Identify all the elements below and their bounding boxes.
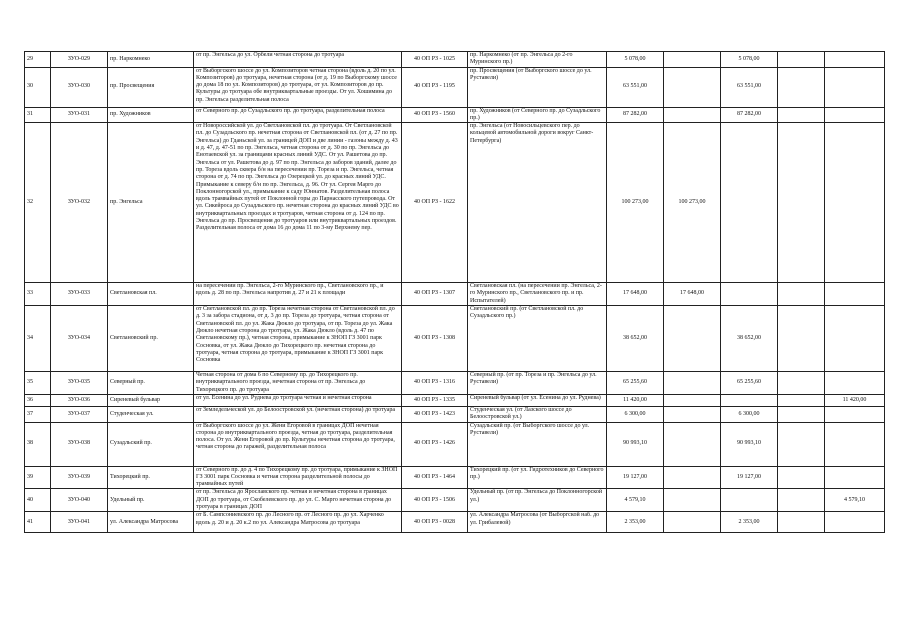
area-column-a: [664, 52, 721, 68]
street-name: Сиреневый бульвар: [108, 394, 194, 406]
area-column-a: [664, 489, 721, 512]
area-column-b: 5 078,00: [721, 52, 778, 68]
area-column-b: 6 300,00: [721, 406, 778, 422]
road-registry-number: 40 ОП РЗ - 1464: [402, 466, 468, 489]
row-number: 41: [25, 512, 51, 533]
total-area: 2 353,00: [607, 512, 664, 533]
road-segment-note: Светлановский пр. (от Светлановской пл. до Сузадльского пр.): [468, 306, 607, 372]
total-area: 63 551,00: [607, 67, 664, 107]
road-registry-number: 40 ОП РЗ - 1025: [402, 52, 468, 68]
area-column-a: [664, 394, 721, 406]
total-area: 90 993,10: [607, 422, 664, 466]
boundary-description: от Северного пр. до д. 4 по Тихорецкому пр. до тротуара, примыкание к ЗНОП ГЗ 3001 парк Сосновка и четная сторона разделительной полосы до трамвайных путей: [194, 466, 402, 489]
area-column-a: [664, 512, 721, 533]
area-column-c: [825, 283, 885, 306]
area-column-c: 4 579,10: [825, 489, 885, 512]
area-column-a: 100 273,00: [664, 123, 721, 283]
street-name: пр. Наркомнеко: [108, 52, 194, 68]
total-area: 65 255,60: [607, 372, 664, 395]
street-name: Студенческая ул.: [108, 406, 194, 422]
street-name: ул. Александра Матросова: [108, 512, 194, 533]
boundary-description: от Земледельческой ул. до Белоостровской ул. (нечетная сторона) до тротуара: [194, 406, 402, 422]
object-code: ЗУО-037: [51, 406, 108, 422]
boundary-description: от Выборгского шоссе до ул. Композиторов четная сторона (вдоль д. 20 по ул. Композиторов) до тротуара, нечетная сторона (от д. 19 по Выборгскому шоссе до дома 18 по ул. Композиторов) до тротуара, от ул. Композиторов до пр. Культуры до тротуара обе внутриквартальные проезды. От ул. Хошимина до пр. Энгельса разделительная полоса: [194, 67, 402, 107]
total-area: 6 300,00: [607, 406, 664, 422]
road-registry-number: 40 ОП РЗ - 1316: [402, 372, 468, 395]
road-segment-note: Сиреневый бульвар (от ул. Есенина до ул. Руднева): [468, 394, 607, 406]
row-number: 30: [25, 67, 51, 107]
total-area: 38 652,00: [607, 306, 664, 372]
boundary-description: от Северного пр. до Сузадльского пр. до тротуара, разделительная полоса: [194, 107, 402, 123]
object-code: ЗУО-034: [51, 306, 108, 372]
empty-cell: [778, 67, 825, 107]
area-column-b: [721, 283, 778, 306]
object-code: ЗУО-040: [51, 489, 108, 512]
boundary-description: на пересечении пр. Энгельса, 2-го Муринского пр., Светлановского пр., и вдоль д. 28 по пр. Энгельса напротив д. 27 и 21 к площади: [194, 283, 402, 306]
document-sheet: [24, 51, 884, 533]
road-segment-note: Студенческая ул. (от Лазского шоссе до Белоостровской ул.): [468, 406, 607, 422]
area-column-a: [664, 466, 721, 489]
area-column-b: 38 652,00: [721, 306, 778, 372]
area-column-b: 65 255,60: [721, 372, 778, 395]
table-row: [25, 372, 885, 395]
row-number: 37: [25, 406, 51, 422]
row-number: 34: [25, 306, 51, 372]
road-registry-number: 40 ОП РЗ - 1308: [402, 306, 468, 372]
road-registry-number: 40 ОП РЗ - 1307: [402, 283, 468, 306]
table-body: [25, 52, 885, 533]
area-column-c: [825, 123, 885, 283]
total-area: 11 420,00: [607, 394, 664, 406]
area-column-b: 87 282,00: [721, 107, 778, 123]
table-row: [25, 394, 885, 406]
road-registry-number: 40 ОП РЗ - 1426: [402, 422, 468, 466]
row-number: 31: [25, 107, 51, 123]
area-column-a: [664, 372, 721, 395]
empty-cell: [778, 52, 825, 68]
area-column-b: 2 353,00: [721, 512, 778, 533]
area-column-a: 17 648,00: [664, 283, 721, 306]
row-number: 36: [25, 394, 51, 406]
area-column-b: [721, 123, 778, 283]
empty-cell: [778, 512, 825, 533]
street-name: пр. Энгельса: [108, 123, 194, 283]
boundary-description: от Выборгского шоссе до ул. Жени Егоровой в границах ДОП нечетная сторона до внутриквартального проезда, четная до тротуара, разделительная полоса. От ул. Жени Егоровой до пр. Культуры нечетная сторона до тротуара, четная сторона до гаражей, разделительная полоса: [194, 422, 402, 466]
area-column-b: [721, 489, 778, 512]
area-column-c: [825, 422, 885, 466]
empty-cell: [778, 283, 825, 306]
row-number: 35: [25, 372, 51, 395]
table-row: [25, 306, 885, 372]
boundary-description: от Б. Сампсониевского пр. до Лесного пр. от Лесного пр. до ул. Харченко вдоль д. 20 и д. 20 к.2 по ул. Александра Матросова до тротуара: [194, 512, 402, 533]
empty-cell: [778, 422, 825, 466]
total-area: 17 648,00: [607, 283, 664, 306]
road-segment-note: пр. Просвещения (от Выборгского шоссе до ул. Руставели): [468, 67, 607, 107]
boundary-description: Четная сторона от дома 6 по Северному пр. до Тихорецкого пр. внутриквартального проезда, нечетная сторона от пр. Энгельса до Тихорецкого пр. до тротуара: [194, 372, 402, 395]
row-number: 33: [25, 283, 51, 306]
empty-cell: [778, 372, 825, 395]
road-registry-number: 40 ОП РЗ - 1195: [402, 67, 468, 107]
street-name: пр. Художников: [108, 107, 194, 123]
street-name: Светлановский пр.: [108, 306, 194, 372]
object-code: ЗУО-033: [51, 283, 108, 306]
road-registry-number: 40 ОП РЗ - 1423: [402, 406, 468, 422]
road-registry-number: 40 ОП РЗ - 1335: [402, 394, 468, 406]
road-registry-number: 40 ОП РЗ - 1560: [402, 107, 468, 123]
area-column-c: [825, 372, 885, 395]
empty-cell: [778, 489, 825, 512]
row-number: 39: [25, 466, 51, 489]
area-column-a: [664, 67, 721, 107]
road-segment-note: Светлановская пл. (на пересечении пр. Энгельса, 2-го Муринского пр., Светлановского пр. и пр. Испытателей): [468, 283, 607, 306]
row-number: 40: [25, 489, 51, 512]
street-name: Тихорецкий пр.: [108, 466, 194, 489]
area-column-c: [825, 466, 885, 489]
empty-cell: [778, 123, 825, 283]
road-segment-note: пр. Художников (от Северного пр. до Сузадльского пр.): [468, 107, 607, 123]
road-registry-number: 40 ОП РЗ - 1622: [402, 123, 468, 283]
row-number: 32: [25, 123, 51, 283]
object-code: ЗУО-032: [51, 123, 108, 283]
area-column-c: [825, 52, 885, 68]
total-area: 5 078,00: [607, 52, 664, 68]
table-row: [25, 67, 885, 107]
boundary-description: от ул. Есенина до ул. Руднева до тротуара четная и нечетная сторона: [194, 394, 402, 406]
area-column-c: [825, 512, 885, 533]
table-row: [25, 422, 885, 466]
object-code: ЗУО-036: [51, 394, 108, 406]
area-column-b: 19 127,00: [721, 466, 778, 489]
road-segment-note: Сузадльский пр. (от Выборгского шоссе до ул. Руставели): [468, 422, 607, 466]
area-column-a: [664, 107, 721, 123]
road-registry-number: 40 ОП РЗ - 0028: [402, 512, 468, 533]
table-row: [25, 489, 885, 512]
area-column-a: [664, 406, 721, 422]
boundary-description: от пр. Энгельса до ул. Орбели четная сторона до тротуара: [194, 52, 402, 68]
road-segment-note: Удельный пр. (от пр. Энгельса до Поклонногорской ул.): [468, 489, 607, 512]
road-segment-note: пр. Наркомнеко (от пр. Энгельса до 2-го Муринского пр.): [468, 52, 607, 68]
table-row: [25, 52, 885, 68]
area-column-c: [825, 107, 885, 123]
area-column-c: [825, 306, 885, 372]
empty-cell: [778, 394, 825, 406]
table-row: [25, 283, 885, 306]
area-column-c: 11 420,00: [825, 394, 885, 406]
table-row: [25, 107, 885, 123]
street-name: Сузадльский пр.: [108, 422, 194, 466]
object-code: ЗУО-041: [51, 512, 108, 533]
object-code: ЗУО-029: [51, 52, 108, 68]
street-name: пр. Просвещения: [108, 67, 194, 107]
total-area: 19 127,00: [607, 466, 664, 489]
object-code: ЗУО-031: [51, 107, 108, 123]
area-column-c: [825, 67, 885, 107]
table-row: [25, 512, 885, 533]
object-code: ЗУО-035: [51, 372, 108, 395]
road-segment-note: пр. Энгельса (от Новосильцевского пер. до кольцевой автомобильной дороги вокруг Санкт-Петербурга): [468, 123, 607, 283]
street-name: Северный пр.: [108, 372, 194, 395]
road-segment-note: ул. Александра Матросова (от Выборгской наб. до ул. Грибалевой): [468, 512, 607, 533]
total-area: 87 282,00: [607, 107, 664, 123]
area-column-a: [664, 306, 721, 372]
road-segment-note: Тихорецкий пр. (от ул. Гидротехников до Северного пр.): [468, 466, 607, 489]
area-column-b: 90 993,10: [721, 422, 778, 466]
street-name: Светлановская пл.: [108, 283, 194, 306]
boundary-description: от пр. Энгельса до Ярославского пр. четная и нечетная сторона в границах ДОП до тротуара, от Скобелевского пр. до ул. С. Марго нечетная сторона до тротуара в границах ДОП: [194, 489, 402, 512]
object-code: ЗУО-039: [51, 466, 108, 489]
road-segment-note: Северный пр. (от пр. Тореза и пр. Энгельса до ул. Руставели): [468, 372, 607, 395]
street-name: Удельный пр.: [108, 489, 194, 512]
area-column-a: [664, 422, 721, 466]
total-area: 100 273,00: [607, 123, 664, 283]
road-registry-number: 40 ОП РЗ - 1506: [402, 489, 468, 512]
area-column-b: [721, 394, 778, 406]
row-number: 29: [25, 52, 51, 68]
object-code: ЗУО-030: [51, 67, 108, 107]
empty-cell: [778, 466, 825, 489]
area-column-b: 63 551,00: [721, 67, 778, 107]
boundary-description: от Светлановской пл. до пр. Тореза нечетная сторона от Светлановской пл. до д. 3 за забора стадиона, от д. 3 до пр. Тореза до тротуара, четная сторона от Светлановской пл. до ул. Жака Дюкло до тротуара, от пр. Тореза до ул. Жака Дюкло нечетная сторона до тротуара, ул. Жака Дюкло (вдоль д. 47 по Светлановскому пр.), четная сторона, примыкание к ЗНОП ГЗ 3001 парк Сосновка, от ул. Жака Дюкло до Тихорецкого пр. нечетная сторона до тротуара, четная сторона до тротуара, примыкание к ЗНОП ГЗ 3001 парк Сосновка: [194, 306, 402, 372]
total-area: 4 579,10: [607, 489, 664, 512]
empty-cell: [778, 306, 825, 372]
row-number: 38: [25, 422, 51, 466]
area-column-c: [825, 406, 885, 422]
table-row: [25, 466, 885, 489]
boundary-description: от Новороссийской ул. до Светлановской пл. до тротуара. От Светлановской пл. до Сузадльского пр. нечетная сторона от Светлановской пл. (от д. 27 по пр. Энгельса) до Гданьской ул. за границей ДОП и две линии - газоны между д. 43 и д. 47, д. 47-51 по пр. Энгельса, четная сторона от д. 30 по пр. Энгельса до Енотаевской ул. за границами красных линий УДС. От ул. Рашетова до пр. Энгельса от ул. Рашетова до д. 97 по пр. Энгельса до заборов зданий, далее до пр. Тореза вдоль сквера б/н на пересечении пр. Тореза и пр. Энгельса, четная сторона от д. 74 по пр. Энгельса до Озерецкой ул. до красных линий УДС. Примыкание к северу б/н по пр. Энгельса, д. 96. От ул. Сергея Марго до Поклонногорской ул., примыкание к саду Юннатов. Разделительная полоса вдоль трамвайных путей от Поклонной горы до Парнасского путепровода. От ул. Сикейроса до Сузадльского пр. нечетная сторона до красных линий УДС во внутриквартальных проездах и тротуаров, четная сторона от д. 124 по пр. Энгельса до пр. Просвещения до тротуаров или внутриквартальных проездов. Разделительная полоса от дома 16 до дома 11 по 3-му Верхнему пер.: [194, 123, 402, 283]
registry-table: [24, 51, 885, 533]
object-code: ЗУО-038: [51, 422, 108, 466]
table-row: [25, 406, 885, 422]
empty-cell: [778, 107, 825, 123]
table-row: [25, 123, 885, 283]
empty-cell: [778, 406, 825, 422]
